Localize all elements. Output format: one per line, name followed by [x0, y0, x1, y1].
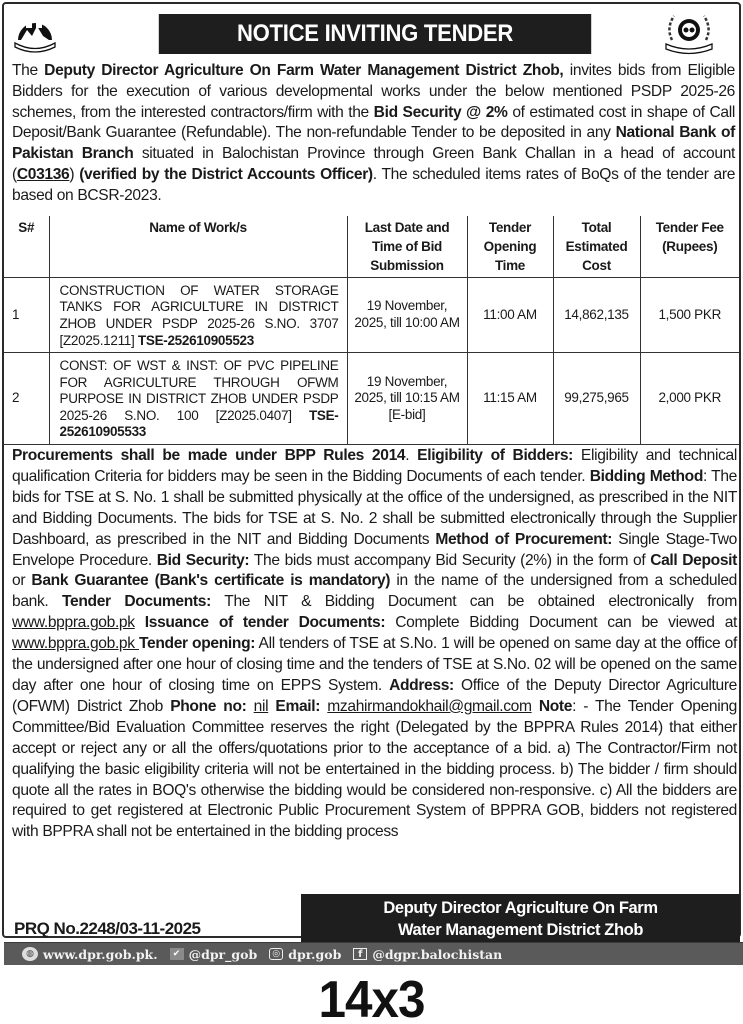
terms-text: or	[12, 572, 32, 590]
cell-cost: 14,862,135	[553, 278, 640, 353]
intro-text: invites bids from Eligible Bidders for the execution of various developmental works under the below mentioned PSDP 2025-26 schemes, from the interested contractors/firm with the	[12, 62, 735, 121]
terms-text: The NIT & Bidding Document can be obtained electronically from	[210, 593, 737, 611]
social-instagram[interactable]	[269, 947, 341, 962]
ofwm-emblem-icon	[660, 10, 718, 56]
cell-cost: 99,275,965	[553, 353, 640, 445]
cell-work-name	[49, 353, 347, 445]
terms-text	[135, 614, 145, 631]
social-text: @dpr_gob	[188, 946, 258, 962]
procurement-method-heading: Method of Procurement:	[435, 530, 613, 548]
cell-last-date	[347, 353, 467, 445]
email-heading: Email:	[275, 697, 321, 715]
address-heading: Address:	[389, 676, 454, 694]
cell-fee: 2,000 PKR	[640, 353, 739, 445]
balochistan-emblem-icon	[12, 10, 58, 56]
account-head: C03136	[16, 165, 70, 183]
intro-text: )	[69, 165, 80, 183]
issuing-authority: Deputy Director Agriculture On Farm Water Management District Zhob,	[44, 62, 564, 79]
last-date: 19 November, 2025, till 10:15 AM	[354, 373, 460, 406]
col-header-cost: Total Estimated Cost	[553, 216, 640, 278]
social-twitter[interactable]	[170, 947, 258, 962]
terms-text	[246, 698, 253, 715]
intro-text: of estimated cost in shape of Call Deposit/Bank Guarantee (Refundable). The non-refundable Tender to be deposited in any	[12, 103, 735, 142]
cell-sno: 2	[4, 353, 49, 445]
table-row	[4, 278, 739, 353]
col-header-fee: Tender Fee (Rupees)	[640, 216, 739, 278]
bank-name: National Bank of Pakistan Branch	[12, 124, 735, 163]
twitter-icon: ✔	[170, 948, 184, 960]
terms-text	[532, 698, 539, 715]
eligibility-heading: Eligibility of Bidders:	[417, 447, 573, 464]
terms-text: Single Stage-Two Envelope Procedure.	[12, 530, 737, 569]
terms-text: : The bids for TSE at S. No. 1 shall be submitted physically at the office of the undersigned, as prescribed in the NIT and Bidding Documents. The bids for TSE at S. No. 2 shall be submitted electronically through the Supplier Dashboard, as prescribed in the NIT and Bidding Documents	[12, 467, 737, 548]
bid-security-heading: Bid Security:	[156, 551, 250, 569]
col-header-last-date: Last Date and Time of Bid Submission	[347, 216, 467, 278]
call-deposit: Call Deposit	[650, 551, 737, 569]
instagram-icon: ◎	[269, 948, 283, 960]
intro-paragraph	[12, 61, 735, 207]
bid-security-rate: Bid Security @ 2%	[373, 103, 508, 121]
intro-text: The	[12, 62, 45, 79]
terms-text: Eligibility and technical qualification Criteria for bidders may be seen in the Bidding Documents of each tender.	[12, 447, 737, 485]
tender-documents-heading: Tender Documents:	[62, 593, 211, 611]
social-text: dpr.gob	[288, 946, 342, 962]
cell-sno: 1	[4, 278, 49, 353]
work-name: CONSTRUCTION OF WATER STORAGE TANKS FOR AGRICULTURE IN DISTRICT ZHOB UNDER PSDP 2025-26 S.NO. 3707 [Z2025.1211]	[59, 282, 339, 348]
verification-note: (verified by the District Accounts Officer)	[79, 165, 373, 183]
col-header-name: Name of Work/s	[49, 216, 347, 278]
globe-icon: ◍	[22, 947, 38, 961]
signature-block	[301, 894, 740, 943]
tender-opening-heading: Tender opening:	[139, 635, 256, 653]
ebid-note: [E-bid]	[388, 406, 426, 422]
terms-text: in the name of the undersigned from a scheduled bank.	[12, 572, 737, 611]
terms-text: : - The Tender Opening Committee/Bid Evaluation Committee reserves the right (Delegated by the BPPRA Rules 2014) that either accept or reject any or all the offers/quotations prior to the acceptance of a bid. a) The Contractor/Firm not qualifying the basic eligibility criteria will not be entertained in the bidding process. b) The bidder / firm should quote all the rates in BOQ's otherwise the bidding would be considered non-responsive. c) All the bidders are required to get registered at Electronic Public Procurement System of BPPRA GOB, bidders not registered with BPPRA shall not be entertained in the bidding process	[12, 697, 737, 841]
col-header-opening-time: Tender Opening Time	[467, 216, 553, 278]
notice-frame	[2, 2, 741, 962]
terms-text: All tenders of TSE at S.No. 1 will be opened on same day at the office of the undersigned after one hour of closing time and the tenders of TSE at S.No. 02 will be opened on the same day after one hour of closing time on EPPS System.	[12, 635, 737, 694]
table-row	[4, 353, 739, 445]
terms-text: .	[405, 447, 418, 464]
cell-fee: 1,500 PKR	[640, 278, 739, 353]
tse-number: TSE-252610905523	[137, 332, 254, 348]
terms-text: The bids must accompany Bid Security (2%) in the form of	[249, 551, 651, 569]
issuance-heading: Issuance of tender Documents:	[144, 614, 386, 632]
note-heading: Note	[538, 697, 573, 715]
procurement-rules: Procurements shall be made under BPP Rules 2014	[12, 447, 406, 464]
social-facebook[interactable]	[353, 947, 502, 962]
bidding-method-heading: Bidding Method	[589, 467, 704, 485]
works-table	[4, 216, 739, 445]
email-link[interactable]: mzahirmandokhail@gmail.com	[327, 697, 532, 715]
signature-line: Water Management District Zhob	[398, 921, 643, 939]
bppra-link[interactable]: www.bppra.gob.pk	[12, 614, 135, 632]
prq-number: PRQ No.2248/03-11-2025	[14, 919, 201, 938]
intro-text: situated in Balochistan Province through Green Bank Challan in a head of account (	[12, 145, 735, 183]
page-title: NOTICE INVITING TENDER	[159, 14, 591, 54]
bppra-link[interactable]: www.bppra.gob.pk	[12, 635, 140, 653]
phone-value: nil	[253, 697, 269, 715]
terms-text: Complete Bidding Document can be viewed at	[385, 614, 738, 632]
social-bar	[4, 942, 743, 965]
header	[4, 4, 739, 60]
cell-opening-time: 11:00 AM	[467, 278, 553, 353]
tse-number: TSE-252610905533	[59, 407, 339, 440]
table-header-row	[4, 216, 739, 278]
last-date: 19 November, 2025, till 10:00 AM	[354, 298, 460, 330]
social-website[interactable]	[22, 947, 158, 962]
intro-text: . The scheduled items rates of BoQs of the tender are based on BCSR-2023.	[12, 165, 736, 204]
bank-guarantee: Bank Guarantee (Bank's certificate is mandatory)	[31, 572, 391, 590]
col-header-sno: S#	[4, 216, 49, 278]
ad-size-label: 14x3	[318, 971, 425, 1024]
social-text: www.dpr.gob.pk.	[43, 946, 158, 962]
signature-line: Deputy Director Agriculture On Farm	[383, 899, 658, 917]
facebook-icon: f	[353, 948, 367, 960]
cell-last-date	[347, 278, 467, 353]
work-name: CONST: OF WST & INST: OF PVC PIPELINE FOR AGRICULTURE THROUGH OFWM PURPOSE IN DISTRICT ZHOB UNDER PSDP 2025-26 S.NO. 100 [Z2025.0407]	[59, 358, 339, 423]
cell-work-name	[49, 278, 347, 353]
terms-paragraph	[12, 446, 737, 843]
phone-heading: Phone no:	[170, 697, 247, 715]
cell-opening-time: 11:15 AM	[467, 353, 553, 445]
social-text: @dgpr.balochistan	[372, 946, 503, 962]
terms-text: Office of the Deputy Director Agriculture (OFWM) District Zhob	[12, 676, 737, 715]
